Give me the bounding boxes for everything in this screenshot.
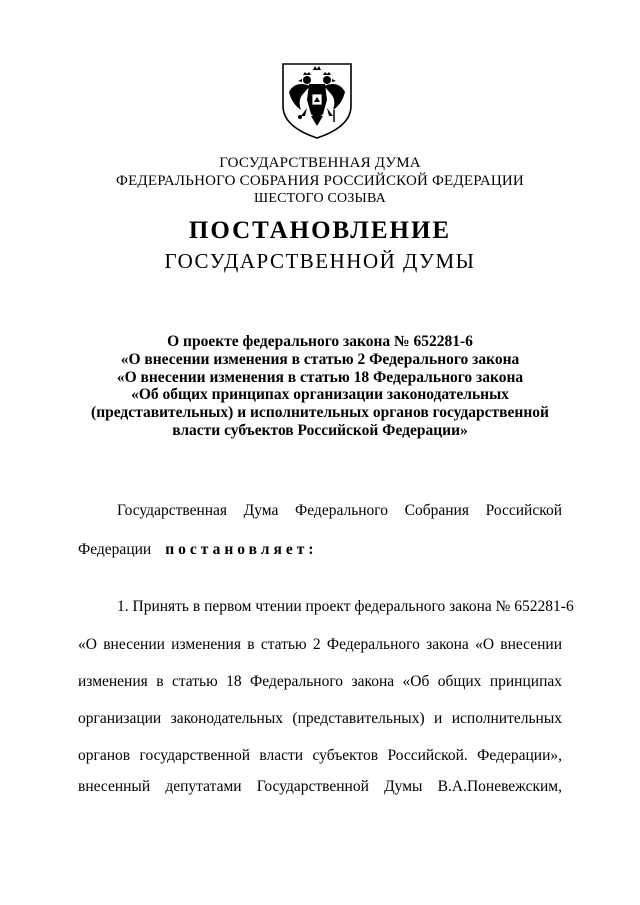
header-line-assembly: ФЕДЕРАЛЬНОГО СОБРАНИЯ РОССИЙСКОЙ ФЕДЕРАЦИИ xyxy=(116,173,524,189)
document-title: ПОСТАНОВЛЕНИЕ xyxy=(188,217,452,244)
preamble-federation: Федерации xyxy=(78,541,152,558)
paragraph-line: 1. Принять в первом чтении проект федерального закона № 652281-6 xyxy=(117,598,574,615)
document-subtitle: ГОСУДАРСТВЕННОЙ ДУМЫ xyxy=(164,249,476,273)
paragraph-line: внесенный депутатами Государственной Думы В.А.Поневежским, xyxy=(78,778,562,795)
paragraph-line: изменения в статью 18 Федерального закона «Об общих принципах xyxy=(78,673,562,690)
preamble-line: Государственная Дума Федерального Собрания Российской xyxy=(117,502,562,519)
russian-coat-of-arms-icon xyxy=(277,60,357,140)
subject-line: О проекте федерального закона № 652281-6 xyxy=(167,333,473,350)
subject-line: «О внесении изменения в статью 2 Федерального закона xyxy=(120,350,520,368)
paragraph-line: организации законодательных (представительных) и исполнительных xyxy=(78,710,562,727)
preamble-verb: постановляет: xyxy=(165,541,318,558)
subject-line: «Об общих принципах организации законодательных xyxy=(131,386,509,404)
header-line-duma: ГОСУДАРСТВЕННАЯ ДУМА xyxy=(219,155,421,171)
resolution-subject xyxy=(60,333,580,440)
paragraph-line: органов государственной власти субъектов Российской. Федерации», xyxy=(78,747,562,764)
subject-line: «О внесении изменения в статью 18 Федерального закона xyxy=(116,368,524,386)
header-line-convocation: ШЕСТОГО СОЗЫВА xyxy=(254,191,386,206)
paragraph-line: «О внесении изменения в статью 2 Федерального закона «О внесении xyxy=(78,636,562,653)
preamble-line-verb xyxy=(78,541,562,559)
subject-line: власти субъектов Российской Федерации» xyxy=(172,421,468,439)
subject-line: (представительных) и исполнительных органов государственной xyxy=(91,404,549,422)
